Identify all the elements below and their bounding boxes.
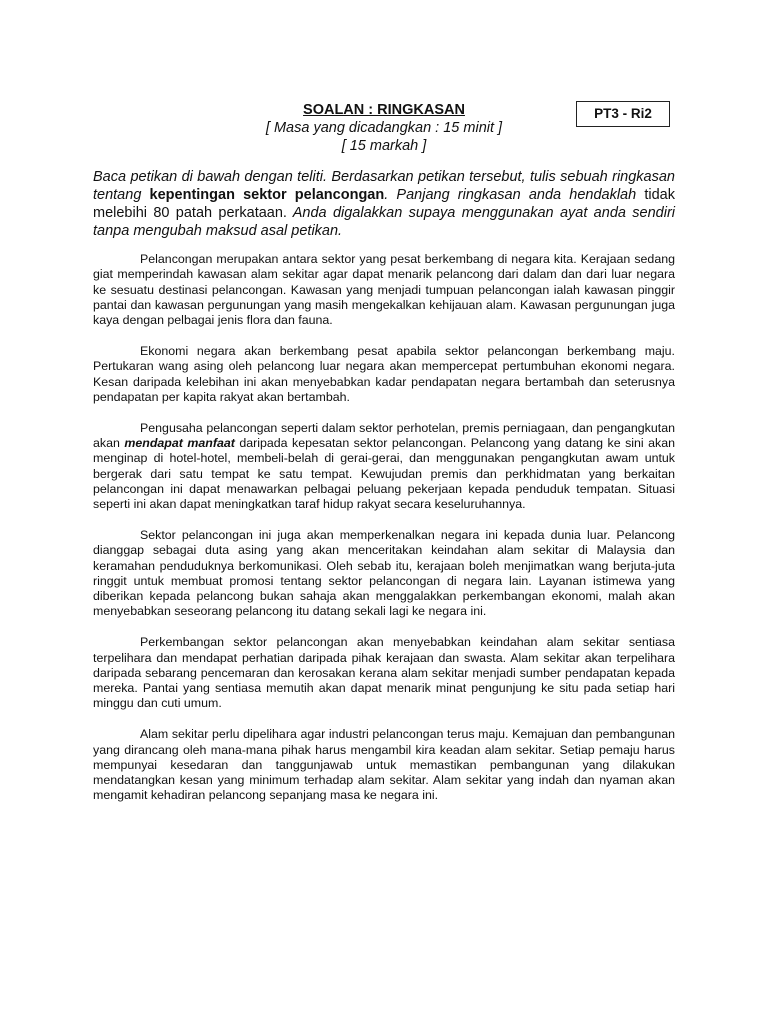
- paragraph-3-emphasis: mendapat manfaat: [124, 435, 235, 450]
- instruction-part2: . Panjang ringkasan anda hendaklah: [384, 187, 645, 203]
- paragraph-3-start: Pengusaha pelancongan seperti dalam sektor perhotelan, premis perniagaan, dan pengangkutan akan: [93, 420, 675, 450]
- instruction-topic: kepentingan sektor pelancongan: [149, 187, 385, 203]
- passage-paragraph-1: Pelancongan merupakan antara sektor yang pesat berkembang di negara kita. Kerajaan sedang giat memperindah kawasan alam sekitar agar dapat menarik pelancong dari dalam dan dari luar negara ke sesuatu destinasi pelancongan. Kawasan yang menjadi tumpuan pelancongan ialah kawasan pinggir pantai dan kawasan pergunungan yang masih mengekalkan kehijauan alam. Kawasan pergunungan juga kaya dengan pelbagai jenis flora dan fauna.: [93, 252, 675, 328]
- passage-paragraph-6: Alam sekitar perlu dipelihara agar industri pelancongan terus maju. Kemajuan dan pembangunan yang dirancang oleh mana-mana pihak harus mengambil kira keadan alam sekitar. Setiap pemaju harus mempunyai kesedaran dan tanggunjawab untuk memastikan pembangunan yang dilakukan mendatangkan kesan yang minimum terhadap alam sekitar. Alam sekitar yang indah dan nyaman akan mengamit kehadiran pelancong sepanjang masa ke negara ini.: [93, 727, 675, 803]
- question-title: SOALAN : RINGKASAN: [303, 102, 465, 118]
- instruction-part3: Anda digalakkan supaya menggunakan ayat anda sendiri tanpa mengubah maksud asal petikan.: [93, 205, 675, 239]
- passage: [93, 252, 675, 819]
- passage-paragraph-3: [93, 421, 675, 513]
- instruction-part1: Baca petikan di bawah dengan teliti. Berdasarkan petikan tersebut, tulis sebuah ringkasan tentang: [93, 169, 675, 203]
- instruction-word-limit: tidak melebihi 80 patah perkataan.: [93, 187, 675, 221]
- paragraph-3-end: daripada kepesatan sektor pelancongan. Pelancong yang datang ke sini akan menginap di hotel-hotel, membeli-belah di gerai-gerai, dan menggunakan pengangkutan awam untuk bergerak dari satu tempat ke satu tempat. Kewujudan premis dan perkhidmatan yang berkaitan pelancongan ini dapat menawarkan pelbagai peluang pekerjaan kepada penduduk tempatan. Situasi seperti ini akan dapat meningkatkan taraf hidup rakyat secara keseluruhannya.: [93, 435, 676, 512]
- instruction-text: [93, 168, 675, 240]
- passage-paragraph-5: Perkembangan sektor pelancongan akan menyebabkan keindahan alam sekitar sentiasa terpelihara dan mendapat perhatian daripada pihak kerajaan dan swasta. Alam sekitar akan terpelihara daripada sebarang pencemaran dan kerosakan kerana alam sekitar menjadi sumber pendapatan kepada mereka. Pantai yang sentiasa memutih akan dapat menarik minat pengunjung ke situ pada setiap hari minggu dan cuti umum.: [93, 635, 675, 711]
- passage-paragraph-2: Ekonomi negara akan berkembang pesat apabila sektor pelancongan berkembang maju. Pertukaran wang asing oleh pelancong luar negara akan mempercepat pertumbuhan ekonomi negara. Kesan daripada kelebihan ini akan menyebabkan kadar pendapatan negara bertambah dan seterusnya pendapatan per kapita rakyat akan bertambah.: [93, 343, 675, 404]
- question-code-badge: PT3 - Ri2: [576, 101, 670, 127]
- passage-paragraph-4: Sektor pelancongan ini juga akan memperkenalkan negara ini kepada dunia luar. Pelancong dianggap sebagai duta asing yang akan menceritakan keindahan alam sekitar di Malaysia dan keramahan penduduknya berkomunikasi. Oleh sebab itu, kerajaan boleh menjimatkan wang berjuta-juta ringgit untuk membuat promosi tentang sektor pelancongan di negara lain. Layanan istimewa yang diberikan kepada pelancong bukan sahaja akan menggalakkan perkembangan ekonomi, malah akan menyebabkan seseorang pelancong itu datang sekali lagi ke negara ini.: [93, 527, 675, 619]
- marks-allocation: [ 15 markah ]: [341, 138, 427, 154]
- time-allocation: [ Masa yang dicadangkan : 15 minit ]: [265, 120, 503, 136]
